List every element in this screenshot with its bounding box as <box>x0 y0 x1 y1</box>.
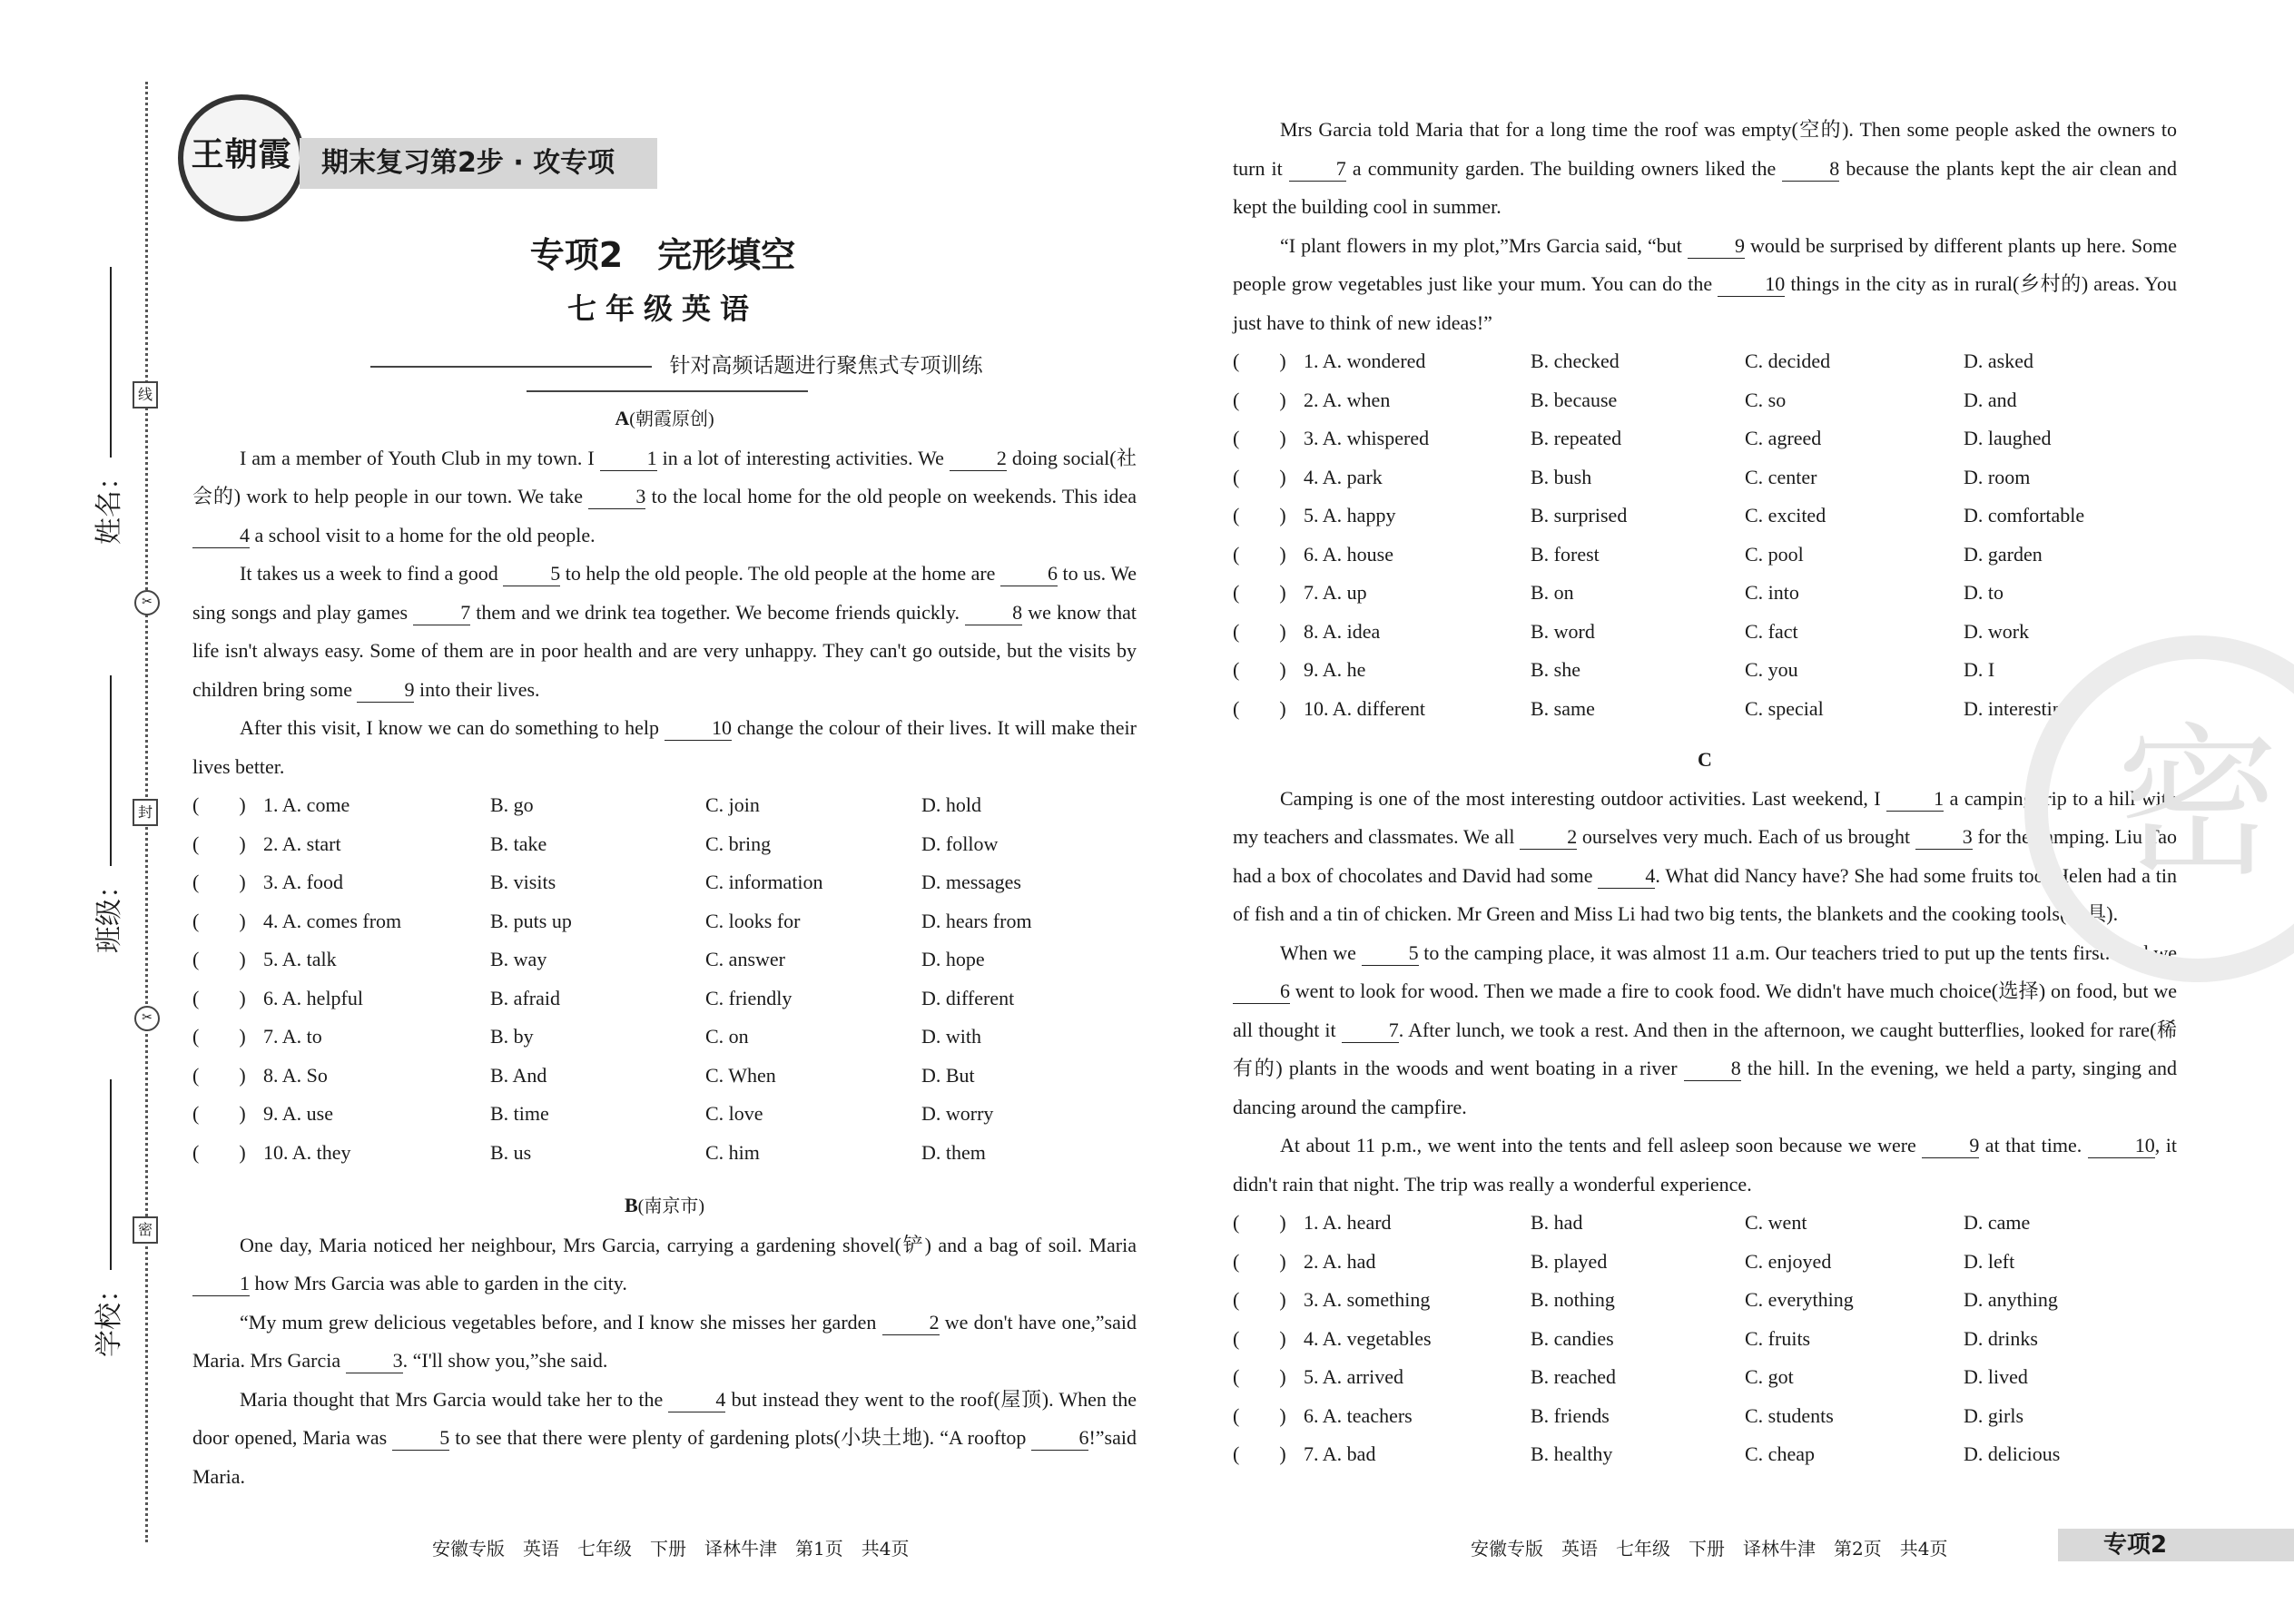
option-a: 4. A. vegetables <box>1304 1326 1432 1350</box>
answer-paren[interactable]: ( ) <box>192 1063 246 1087</box>
footer-left: 安徽专版 英语 七年级 下册 译林牛津 第1页 共4页 <box>432 1538 910 1560</box>
passage-text: !”said Maria. <box>192 1426 1137 1488</box>
question-row <box>1233 458 2177 497</box>
option-a: 2. A. when <box>1304 388 1391 411</box>
option-c: C. agreed <box>1745 427 1822 449</box>
option-a: 3. A. whispered <box>1304 427 1430 449</box>
answer-blank[interactable]: 5 <box>1362 941 1419 966</box>
option-b: B. had <box>1531 1211 1583 1234</box>
answer-paren[interactable]: ( ) <box>1233 427 1286 449</box>
banner: 期末复习第2步 · 攻专项 <box>300 138 657 189</box>
option-d: D. follow <box>921 832 999 855</box>
section-a-heading <box>192 399 1137 439</box>
left-column <box>192 399 1137 1496</box>
passage-text: would be surprised by different plants up here. Some people grow vegetables just like your mum. You can do the <box>1233 233 2177 295</box>
passage-text: a camping trip to a hill with my teachers and classmates. We all <box>1233 786 2177 848</box>
option-d: D. laughed <box>1964 427 2052 449</box>
option-c: C. excited <box>1745 504 1826 527</box>
answer-blank[interactable]: 5 <box>503 562 560 586</box>
answer-blank[interactable]: 3 <box>588 485 645 509</box>
question-row <box>192 979 1137 1019</box>
option-b: B. she <box>1531 658 1580 681</box>
passage-text: It takes us a week to find a good <box>240 562 504 585</box>
passage-text: One day, Maria noticed her neighbour, Mrs Garcia, carrying a gardening shovel(铲) and a bag of soil. Maria <box>240 1233 1137 1256</box>
answer-blank[interactable]: 6 <box>1031 1426 1088 1451</box>
answer-blank[interactable]: 10 <box>665 716 732 741</box>
option-a: 10. A. they <box>263 1140 351 1164</box>
option-d: D. anything <box>1964 1288 2058 1311</box>
option-d: D. them <box>921 1140 986 1164</box>
question-row <box>1233 690 2177 729</box>
option-a: 2. A. had <box>1304 1249 1376 1273</box>
option-d: D. worry <box>921 1102 994 1125</box>
class-label: 班级： <box>94 871 125 953</box>
answer-paren[interactable]: ( ) <box>1233 349 1286 372</box>
passage-paragraph <box>192 555 1137 709</box>
passage-text: we don't have one,”said Maria. Mrs Garcia <box>192 1310 1137 1372</box>
answer-blank[interactable]: 2 <box>1520 825 1577 850</box>
answer-blank[interactable]: 6 <box>1000 562 1058 586</box>
option-a: 7. A. bad <box>1304 1442 1376 1465</box>
answer-paren[interactable]: ( ) <box>192 793 246 816</box>
binding-strip <box>0 0 182 1624</box>
option-a: 1. A. wondered <box>1304 349 1426 372</box>
option-b: B. healthy <box>1531 1442 1613 1465</box>
option-a: 8. A. So <box>263 1063 328 1087</box>
option-b: B. friends <box>1531 1403 1610 1427</box>
answer-paren[interactable]: ( ) <box>1233 1403 1286 1427</box>
option-a: 4. A. park <box>1304 465 1383 488</box>
option-b: B. afraid <box>490 986 560 1009</box>
class-blank[interactable] <box>110 675 112 866</box>
section-b-passage <box>192 1226 1137 1497</box>
option-c: C. pool <box>1745 542 1804 566</box>
option-d: D. asked <box>1964 349 2033 372</box>
answer-blank[interactable]: 1 <box>1886 787 1944 812</box>
answer-paren[interactable]: ( ) <box>1233 696 1286 720</box>
divider <box>370 366 652 368</box>
option-d: D. drinks <box>1964 1326 2038 1350</box>
passage-text: to us. We sing songs and play games <box>192 562 1137 624</box>
option-b: B. reached <box>1531 1365 1617 1388</box>
option-b: B. way <box>490 948 547 970</box>
option-d: D. interesting <box>1964 696 2072 720</box>
option-d: D. messages <box>921 871 1021 893</box>
option-c: C. students <box>1745 1403 1834 1427</box>
section-a-questions <box>192 786 1137 1172</box>
name-blank[interactable] <box>110 267 112 458</box>
option-a: 7. A. up <box>1304 581 1367 604</box>
section-a-source: (朝霞原创) <box>629 409 714 429</box>
question-row <box>192 1057 1137 1096</box>
question-row <box>1233 1435 2177 1474</box>
section-b-heading <box>192 1186 1137 1226</box>
question-row <box>1233 1397 2177 1436</box>
answer-blank[interactable]: 9 <box>1922 1134 1979 1158</box>
passage-text: them and we drink tea together. We become friends quickly. <box>470 600 966 624</box>
answer-paren[interactable]: ( ) <box>1233 1326 1286 1350</box>
option-c: C. went <box>1745 1211 1807 1234</box>
brand-logo <box>178 94 305 221</box>
question-row <box>1233 1281 2177 1320</box>
answer-paren[interactable]: ( ) <box>1233 1442 1286 1465</box>
passage-text: change the colour of their lives. It will make their lives better. <box>192 716 1137 778</box>
section-a-letter: A <box>615 407 630 429</box>
passage-text: for the camping. Liu Tao had a box of chocolates and David had some <box>1233 825 2177 887</box>
passage-paragraph <box>1233 111 2177 227</box>
tagline-text: 针对高频话题进行聚焦式专项训练 <box>669 354 983 378</box>
option-d: D. hears from <box>921 909 1032 932</box>
passage-text: we know that life isn't always easy. Some of them are in poor health and are very unhappy. They can't go outside, but the visits by children bring some <box>192 600 1137 701</box>
passage-text: things in the city as in rural(乡村的) areas. You just have to think of new ideas!” <box>1233 272 2177 334</box>
option-d: D. girls <box>1964 1403 2023 1427</box>
page-title: 专项2 完形填空 <box>529 235 796 275</box>
option-d: D. with <box>921 1025 981 1048</box>
answer-paren[interactable]: ( ) <box>1233 1365 1286 1388</box>
passage-text: “My mum grew delicious vegetables before, and I know she misses her garden <box>240 1310 882 1334</box>
answer-paren[interactable]: ( ) <box>192 1102 246 1125</box>
question-row <box>1233 1358 2177 1397</box>
option-d: D. I <box>1964 658 1995 681</box>
option-a: 10. A. different <box>1304 696 1426 720</box>
option-b: B. nothing <box>1531 1288 1615 1311</box>
option-d: D. garden <box>1964 542 2043 566</box>
passage-text: . “I'll show you,”she said. <box>402 1349 608 1372</box>
option-c: C. bring <box>705 832 772 855</box>
answer-blank[interactable]: 9 <box>357 678 414 703</box>
answer-paren[interactable]: ( ) <box>192 871 246 893</box>
answer-blank[interactable]: 8 <box>965 601 1022 625</box>
cut-circle-icon: ✂ <box>134 1006 160 1031</box>
answer-paren[interactable]: ( ) <box>1233 504 1286 527</box>
answer-blank[interactable]: 1 <box>600 447 657 471</box>
passage-text: . What did Nancy have? She had some fruits too. Helen had a tin of fish and a tin of chicken. Mr Green and Miss Li had two big tents, the blankets and the cooking tools(工具). <box>1233 863 2178 925</box>
school-label: 学校： <box>94 1275 125 1357</box>
option-a: 6. A. teachers <box>1304 1403 1413 1427</box>
passage-text: , it didn't rain that night. The trip was really a wonderful experience. <box>1233 1134 2177 1196</box>
passage-text: . After lunch, we took a rest. And then in the afternoon, we caught butterflies, looked for rare(稀有的) plants in the woods and went boating in a river <box>1233 1018 2177 1079</box>
option-b: B. bush <box>1531 465 1592 488</box>
passage-text: Camping is one of the most interesting outdoor activities. Last weekend, I <box>1280 786 1887 810</box>
question-row <box>1233 1243 2177 1282</box>
answer-paren[interactable]: ( ) <box>192 1140 246 1164</box>
option-b: B. And <box>490 1063 547 1087</box>
option-a: 7. A. to <box>263 1025 322 1048</box>
option-b: B. visits <box>490 871 556 893</box>
passage-text: but instead they went to the roof(屋顶). When the door opened, Maria was <box>192 1387 1137 1449</box>
answer-blank[interactable]: 8 <box>1782 157 1839 182</box>
passage-paragraph <box>192 709 1137 786</box>
option-c: C. into <box>1745 581 1799 604</box>
option-b: B. word <box>1531 619 1595 643</box>
option-d: D. comfortable <box>1964 504 2085 527</box>
section-b-source: (南京市) <box>637 1196 704 1216</box>
passage-text: at that time. <box>1979 1134 2088 1156</box>
passage-paragraph <box>192 1304 1137 1381</box>
option-c: C. so <box>1745 388 1787 411</box>
option-b: B. take <box>490 832 547 855</box>
passage-text: Mrs Garcia told Maria that for a long time the roof was empty(空的). Then some people asked the owners to turn it <box>1233 118 2177 180</box>
option-c: C. fruits <box>1745 1326 1811 1350</box>
class-field[interactable] <box>86 675 126 953</box>
logo-text: 王朝霞 <box>191 135 292 173</box>
option-c: C. special <box>1745 696 1824 720</box>
option-d: D. hope <box>921 948 985 970</box>
option-c: C. answer <box>705 948 785 970</box>
option-c: C. everything <box>1745 1288 1854 1311</box>
question-row <box>1233 574 2177 613</box>
section-b-questions <box>1233 342 2177 728</box>
passage-text: “I plant flowers in my plot,”Mrs Garcia said, “but <box>1280 233 1688 257</box>
passage-paragraph <box>192 1381 1137 1497</box>
answer-blank[interactable]: 10 <box>1718 272 1785 297</box>
option-c: C. decided <box>1745 349 1831 372</box>
option-a: 5. A. arrived <box>1304 1365 1403 1388</box>
answer-blank[interactable]: 3 <box>1915 825 1973 850</box>
option-c: C. love <box>705 1102 763 1125</box>
option-d: D. to <box>1964 581 2004 604</box>
passage-paragraph <box>192 439 1137 556</box>
answer-paren[interactable]: ( ) <box>1233 619 1286 643</box>
option-b: B. forest <box>1531 542 1600 566</box>
passage-text: because the plants kept the air clean and kept the building cool in summer. <box>1233 156 2177 218</box>
answer-blank[interactable]: 1 <box>192 1272 250 1296</box>
answer-blank[interactable]: 10 <box>2088 1134 2155 1158</box>
passage-text: to see that there were plenty of gardening plots(小块土地). “A rooftop <box>449 1426 1032 1449</box>
school-blank[interactable] <box>110 1079 112 1270</box>
passage-paragraph <box>1233 934 2177 1127</box>
answer-blank[interactable]: 2 <box>882 1311 940 1335</box>
passage-text: how Mrs Garcia was able to garden in the city. <box>250 1272 627 1294</box>
passage-text: went to look for wood. Then we made a fire to cook food. We didn't have much choice(选择) on food, but we all thought it <box>1233 979 2177 1041</box>
answer-paren[interactable]: ( ) <box>1233 1211 1286 1234</box>
option-b: B. repeated <box>1531 427 1622 449</box>
option-c: C. fact <box>1745 619 1798 643</box>
option-d: D. hold <box>921 793 981 816</box>
option-d: D. and <box>1964 388 2017 411</box>
passage-text: ourselves very much. Each of us brought <box>1577 825 1915 848</box>
option-b: B. same <box>1531 696 1595 720</box>
answer-blank[interactable]: 2 <box>950 447 1007 471</box>
answer-blank[interactable]: 4 <box>192 524 250 548</box>
option-a: 5. A. happy <box>1304 504 1396 527</box>
option-c: C. When <box>705 1063 776 1087</box>
question-row <box>1233 536 2177 575</box>
passage-paragraph <box>192 1226 1137 1304</box>
answer-paren[interactable]: ( ) <box>1233 581 1286 604</box>
question-row <box>1233 342 2177 381</box>
passage-text: Maria thought that Mrs Garcia would take her to the <box>240 1387 669 1411</box>
option-b: B. on <box>1531 581 1574 604</box>
passage-text: At about 11 p.m., we went into the tents and fell asleep soon because we were <box>1280 1134 1923 1156</box>
section-c-heading: C <box>1698 748 1712 771</box>
answer-blank[interactable]: 5 <box>392 1426 449 1451</box>
question-row <box>192 786 1137 825</box>
divider <box>527 390 808 392</box>
answer-paren[interactable]: ( ) <box>192 1025 246 1048</box>
question-row <box>1233 613 2177 652</box>
option-b: B. by <box>490 1025 534 1048</box>
corner-tab: 专项2 <box>2058 1529 2294 1561</box>
answer-blank[interactable]: 7 <box>1342 1019 1399 1043</box>
answer-paren[interactable]: ( ) <box>1233 1249 1286 1273</box>
school-field[interactable] <box>86 1079 126 1357</box>
option-b: B. played <box>1531 1249 1608 1273</box>
option-d: D. lived <box>1964 1365 2028 1388</box>
question-row <box>192 863 1137 902</box>
question-row <box>192 825 1137 864</box>
answer-blank[interactable]: 7 <box>1289 157 1346 182</box>
question-row <box>1233 1204 2177 1243</box>
option-c: C. join <box>705 793 760 816</box>
option-d: D. room <box>1964 465 2031 488</box>
answer-paren[interactable]: ( ) <box>1233 658 1286 681</box>
section-b-passage-continued <box>1233 111 2177 342</box>
option-b: B. checked <box>1531 349 1620 372</box>
question-row <box>1233 651 2177 690</box>
question-row <box>1233 1320 2177 1359</box>
option-d: D. work <box>1964 619 2030 643</box>
passage-text: to the local home for the old people on weekends. This idea <box>645 485 1137 507</box>
option-d: D. But <box>921 1063 975 1087</box>
option-c: C. on <box>705 1025 749 1048</box>
option-a: 6. A. helpful <box>263 986 363 1009</box>
answer-blank[interactable]: 4 <box>1598 864 1655 889</box>
answer-paren[interactable]: ( ) <box>192 909 246 932</box>
answer-blank[interactable]: 8 <box>1684 1057 1741 1081</box>
option-c: C. friendly <box>705 986 793 1009</box>
option-b: B. surprised <box>1531 504 1628 527</box>
option-a: 6. A. house <box>1304 542 1393 566</box>
option-a: 9. A. he <box>1304 658 1366 681</box>
page-subtitle: 七年级英语 <box>566 291 758 326</box>
passage-text: I am a member of Youth Club in my town. I <box>240 446 600 469</box>
section-b-letter: B <box>624 1194 638 1216</box>
name-label: 姓名： <box>94 463 125 545</box>
option-d: D. left <box>1964 1249 2015 1273</box>
question-row <box>1233 381 2177 420</box>
option-a: 1. A. come <box>263 793 350 816</box>
question-row <box>1233 497 2177 536</box>
option-c: C. got <box>1745 1365 1794 1388</box>
passage-text: to the camping place, it was almost 11 a.m. Our teachers tried to put up the tents first. And we <box>1418 940 2177 964</box>
option-b: B. candies <box>1531 1326 1614 1350</box>
passage-text: After this visit, I know we can do something to help <box>240 716 665 739</box>
cut-circle-icon: ✂ <box>134 590 160 615</box>
option-c: C. him <box>705 1140 760 1164</box>
passage-text: a community garden. The building owners liked the <box>1345 156 1783 180</box>
answer-blank[interactable]: 7 <box>413 601 470 625</box>
cut-mark-secret: 密 <box>133 1216 158 1244</box>
option-c: C. center <box>1745 465 1817 488</box>
answer-paren[interactable]: ( ) <box>1233 465 1286 488</box>
option-b: B. us <box>490 1140 532 1164</box>
option-c: C. cheap <box>1745 1442 1815 1465</box>
option-a: 4. A. comes from <box>263 909 402 932</box>
passage-text: in a lot of interesting activities. We <box>656 446 950 469</box>
passage-paragraph <box>1233 227 2177 343</box>
option-b: B. go <box>490 793 534 816</box>
passage-paragraph <box>1233 1127 2177 1204</box>
passage-text: a school visit to a home for the old people. <box>250 523 596 546</box>
answer-blank[interactable]: 9 <box>1688 234 1745 259</box>
question-row <box>1233 419 2177 458</box>
answer-blank[interactable]: 6 <box>1233 979 1290 1004</box>
option-d: D. came <box>1964 1211 2031 1234</box>
answer-paren[interactable]: ( ) <box>1233 542 1286 566</box>
answer-paren[interactable]: ( ) <box>192 832 246 855</box>
answer-paren[interactable]: ( ) <box>1233 388 1286 411</box>
answer-paren[interactable]: ( ) <box>192 948 246 970</box>
footer-right: 安徽专版 英语 七年级 下册 译林牛津 第2页 共4页 <box>1471 1538 1948 1560</box>
passage-text: the hill. In the evening, we held a party, singing and dancing around the campfire. <box>1233 1057 2177 1118</box>
watermark-seal-icon: 密 <box>2024 635 2294 982</box>
question-row <box>192 1018 1137 1057</box>
passage-text: doing social(社会的) work to help people in our town. We take <box>192 446 1137 507</box>
option-a: 8. A. idea <box>1304 619 1381 643</box>
question-row <box>192 940 1137 979</box>
question-row <box>192 1095 1137 1134</box>
name-field[interactable] <box>86 267 126 545</box>
answer-blank[interactable]: 4 <box>668 1388 725 1412</box>
passage-text: to help the old people. The old people at the home are <box>560 562 1000 585</box>
option-c: C. you <box>1745 658 1798 681</box>
cut-mark-line: 线 <box>133 381 158 408</box>
option-a: 3. A. food <box>263 871 343 893</box>
passage-text: into their lives. <box>414 677 540 701</box>
question-row <box>192 1134 1137 1173</box>
option-a: 1. A. heard <box>1304 1211 1392 1234</box>
cut-mark-seal: 封 <box>133 799 158 826</box>
option-a: 5. A. talk <box>263 948 337 970</box>
answer-paren[interactable]: ( ) <box>1233 1288 1286 1311</box>
option-c: C. information <box>705 871 823 893</box>
option-b: B. because <box>1531 388 1618 411</box>
passage-text: When we <box>1280 940 1362 964</box>
question-row <box>192 902 1137 941</box>
option-c: C. enjoyed <box>1745 1249 1832 1273</box>
option-d: D. delicious <box>1964 1442 2061 1465</box>
option-a: 9. A. use <box>263 1102 333 1125</box>
answer-paren[interactable]: ( ) <box>192 986 246 1009</box>
tagline <box>200 349 1135 402</box>
option-a: 2. A. start <box>263 832 341 855</box>
option-d: D. different <box>921 986 1015 1009</box>
option-b: B. puts up <box>490 909 572 932</box>
section-c-questions <box>1233 1204 2177 1474</box>
option-b: B. time <box>490 1102 549 1125</box>
answer-blank[interactable]: 3 <box>346 1349 403 1373</box>
option-a: 3. A. something <box>1304 1288 1431 1311</box>
section-a-passage <box>192 439 1137 787</box>
option-c: C. looks for <box>705 909 801 932</box>
